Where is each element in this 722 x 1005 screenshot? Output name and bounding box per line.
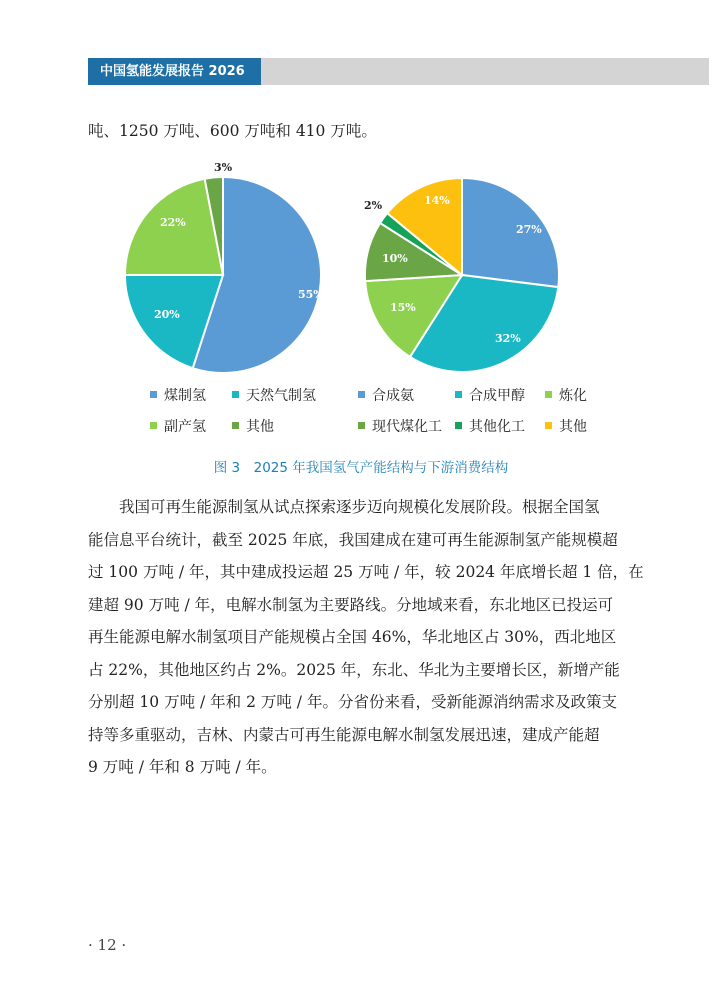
body-line: 再生能源电解水制氢项目产能规模占全国 46%，华北地区占 30%，西北地区: [88, 628, 617, 646]
legend-item-coal-hydrogen: [150, 385, 206, 405]
legend-item-gas-hydrogen: [232, 385, 316, 405]
legend-item-other-chemical: [455, 416, 525, 436]
legend-swatch: [545, 391, 552, 398]
legend-swatch: [455, 422, 462, 429]
page-number: · 12 ·: [88, 936, 127, 954]
legend-label: 副产氢: [164, 419, 206, 435]
legend-item-methanol: [455, 385, 525, 405]
data-label: 10%: [382, 252, 408, 265]
legend-label: 现代煤化工: [372, 419, 442, 435]
legend-swatch: [358, 422, 365, 429]
data-label: 22%: [160, 216, 186, 229]
lead-text-line: 吨、1250 万吨、600 万吨和 410 万吨。: [88, 122, 377, 140]
data-label: 14%: [424, 194, 450, 207]
pie-chart-2: [364, 178, 559, 372]
legend-label: 其他化工: [469, 419, 525, 435]
legend-label: 合成甲醇: [469, 388, 525, 404]
report-title: 中国氢能发展报告 2026: [88, 58, 261, 85]
legend-label: 煤制氢: [164, 388, 206, 404]
legend-label: 合成氨: [372, 388, 414, 404]
legend-item-other: [545, 416, 587, 436]
legend-item-refining: [545, 385, 587, 405]
legend-swatch: [150, 391, 157, 398]
legend-label: 其他: [246, 419, 274, 435]
data-label: 3%: [214, 161, 233, 174]
data-label: 55%: [298, 288, 324, 301]
legend-swatch: [455, 391, 462, 398]
body-line: 过 100 万吨 / 年，其中建成投运超 25 万吨 / 年，较 2024 年底增长超 1 倍，在: [88, 563, 644, 581]
legend-item-other: [232, 416, 274, 436]
legend-item-ammonia: [358, 385, 414, 405]
legend-swatch: [358, 391, 365, 398]
legend-swatch: [150, 422, 157, 429]
body-line: 分别超 10 万吨 / 年和 2 万吨 / 年。分省份来看，受新能源消纳需求及政策支: [88, 693, 617, 711]
body-line: 我国可再生能源制氢从试点探索逐步迈向规模化发展阶段。根据全国氢: [119, 498, 600, 516]
legend-label: 天然气制氢: [246, 388, 316, 404]
legend-label: 炼化: [559, 388, 587, 404]
data-label: 27%: [516, 223, 542, 236]
data-label: 20%: [154, 308, 180, 321]
legend-swatch: [232, 391, 239, 398]
body-paragraph: [88, 491, 644, 784]
legend-swatch: [232, 422, 239, 429]
data-label: 15%: [390, 301, 416, 314]
pie-slice: [462, 178, 559, 287]
body-line: 占 22%，其他地区约占 2%。2025 年，东北、华北为主要增长区，新增产能: [88, 660, 620, 679]
pie-chart-1: [125, 161, 324, 373]
legend-label: 其他: [559, 419, 587, 435]
body-line: 9 万吨 / 年和 8 万吨 / 年。: [88, 758, 277, 776]
data-label: 32%: [495, 332, 521, 345]
legend-swatch: [545, 422, 552, 429]
figure-caption: 图 3 2025 年我国氢气产能结构与下游消费结构: [213, 460, 509, 476]
body-line: 建超 90 万吨 / 年，电解水制氢为主要路线。分地域来看，东北地区已投运可: [88, 595, 614, 614]
body-line: 持等多重驱动，吉林、内蒙古可再生能源电解水制氢发展迅速，建成产能超: [88, 725, 600, 744]
body-line: 能信息平台统计，截至 2025 年底，我国建成在建可再生能源制氢产能规模超: [88, 530, 618, 549]
legend-item-coal-chemical: [358, 416, 442, 436]
data-label: 2%: [364, 199, 383, 212]
legend-item-byproduct-hydrogen: [150, 416, 206, 436]
